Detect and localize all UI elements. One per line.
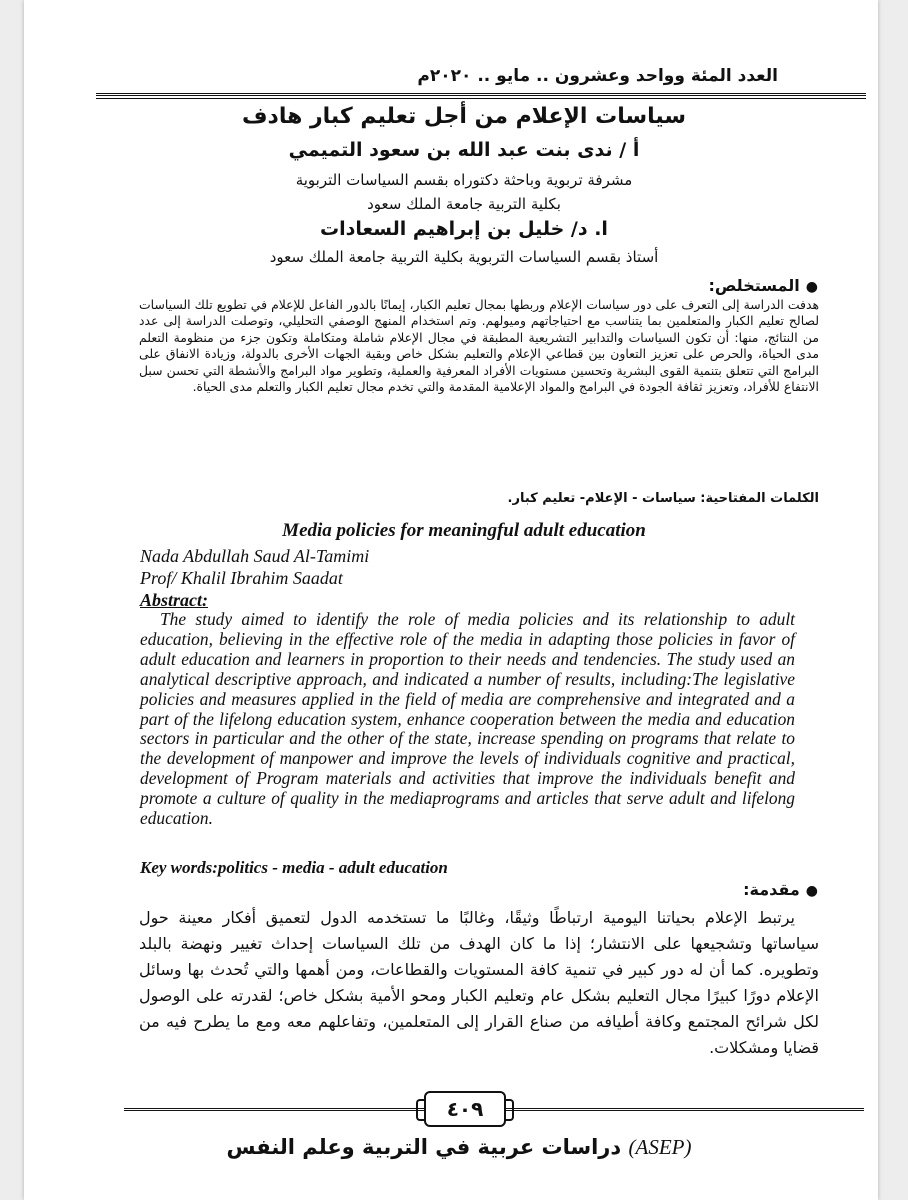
header-rule-thin (96, 98, 866, 99)
arabic-affiliation-1: مشرفة تربوية وباحثة دكتوراه بقسم السياسات التربوية (295, 171, 633, 189)
arabic-title: سياسات الإعلام من أجل تعليم كبار هادف (241, 104, 687, 129)
english-keywords: Key words:politics - media - adult education (140, 858, 448, 877)
english-abstract: The study aimed to identify the role of media policies and its relationship to adult education, believing in the effective role of the media in adapting those policies in favor of adult education and learners in proportion to their needs and tendencies. The study used an analytical descriptive approach, and indicated a number of results, including:The legislative policies and measures applied in the field of media are comprehensive and integrated and a part of the lifelong education system, enhance cooperation between the media and education sectors in particular and the other of the state, increase spending on programs that relate to the development of manpower and improve the levels of individuals cognitive and practical, development of Program materials and activities that improve the individuals benefit and promote a culture of quality in the mediaprograms and articles that serve adult and lifelong education. (140, 609, 795, 829)
bullet-icon: ● (805, 279, 818, 295)
arabic-keywords: الكلمات المفتاحية: سياسات - الإعلام- تعليم كبار. (507, 491, 819, 506)
arabic-abstract-heading-text: المستخلص: (708, 276, 800, 295)
introduction-heading (743, 880, 818, 899)
english-author-2: Prof/ Khalil Ibrahim Saadat (140, 568, 343, 588)
page-number: ٤٠٩ (424, 1091, 506, 1127)
arabic-abstract-heading (708, 276, 818, 295)
introduction-heading-text: مقدمة: (743, 880, 800, 899)
journal-name-arabic: دراسات عربية في التربية وعلم النفس (226, 1135, 622, 1159)
journal-footer (224, 1134, 694, 1160)
paper-page (24, 0, 878, 1200)
header-rule (96, 93, 866, 96)
english-author-1: Nada Abdullah Saud Al-Tamimi (140, 546, 370, 566)
arabic-affiliation-1b: بكلية التربية جامعة الملك سعود (367, 195, 561, 213)
introduction-text: يرتبط الإعلام بحياتنا اليومية ارتباطًا وثيقًا، وغالبًا ما تستخدمه الدول لتعميق أفكار معينة حول سياساتها وتشجيعها على الانتشار؛ إذا ما كان الهدف من تلك السياسات إحداث تغيير ونهضة بالبلد وتطويره. كما أن له دور كبير في تنمية كافة المستويات والقطاعات، ومن أهمها والتي تُحدث بها وسائل الإعلام دورًا كبيرًا مجال التعليم بشكل عام وتعليم الكبار ومحو الأمية بشكل خاص؛ لقدرته على الوصول لكل شرائح المجتمع وكافة أطيافه من صناع القرار إلى المتعلمين، وتفاعلهم معه ومع ما يطرح فيه من قضايا ومشكلات. (139, 908, 819, 1057)
arabic-author-1: أ / ندى بنت عبد الله بن سعود التميمي (288, 139, 640, 161)
arabic-affiliation-2: أستاذ بقسم السياسات التربوية بكلية التربية جامعة الملك سعود (269, 248, 659, 266)
issue-line: العدد المئة وواحد وعشرون .. مايو .. ٢٠٢٠م (417, 66, 778, 86)
journal-abbrev: (ASEP) (628, 1135, 692, 1159)
arabic-author-2: ا. د/ خليل بن إبراهيم السعادات (320, 218, 608, 240)
bullet-icon: ● (805, 883, 818, 899)
english-abstract-heading: Abstract: (140, 590, 209, 610)
arabic-abstract: هدفت الدراسة إلى التعرف على دور سياسات الإعلام وربطها بمجال تعليم الكبار، إيمانًا بالدور الفاعل للإعلام في تطويع تلك السياسات لصالح تعليم الكبار والمتعلمين بما يتناسب مع احتياجاتهم وميولهم. وتم استخدام المنهج الوصفي التحليلي، وتوصلت الدراسة إلى عدد من النتائج، منها: أن تكون السياسات والتدابير التشريعية المطبقة في مجال الإعلام شاملة ومتكاملة وتكون جزء من منظومة التعلم مدى الحياة، والحرص على تعزيز التعاون بين قطاعي الإعلام والتعليم بشكل خاص وبقية الجهات الأخرى بالدولة، وزيادة الانفاق على البرامج التي تتعلق بتنمية القوى البشرية وتحسين مستويات الأفراد المعرفية والعملية، وتطوير مواد البرامج والأنشطة التي تحسن سبل الانتفاع للأفراد، وتعزيز ثقافة الجودة في البرامج والمواد الإعلامية المقدمة والتي تخدم مجال تعليم الكبار والتعلم مدى الحياة. (139, 297, 819, 395)
english-title: Media policies for meaningful adult education (282, 520, 646, 541)
